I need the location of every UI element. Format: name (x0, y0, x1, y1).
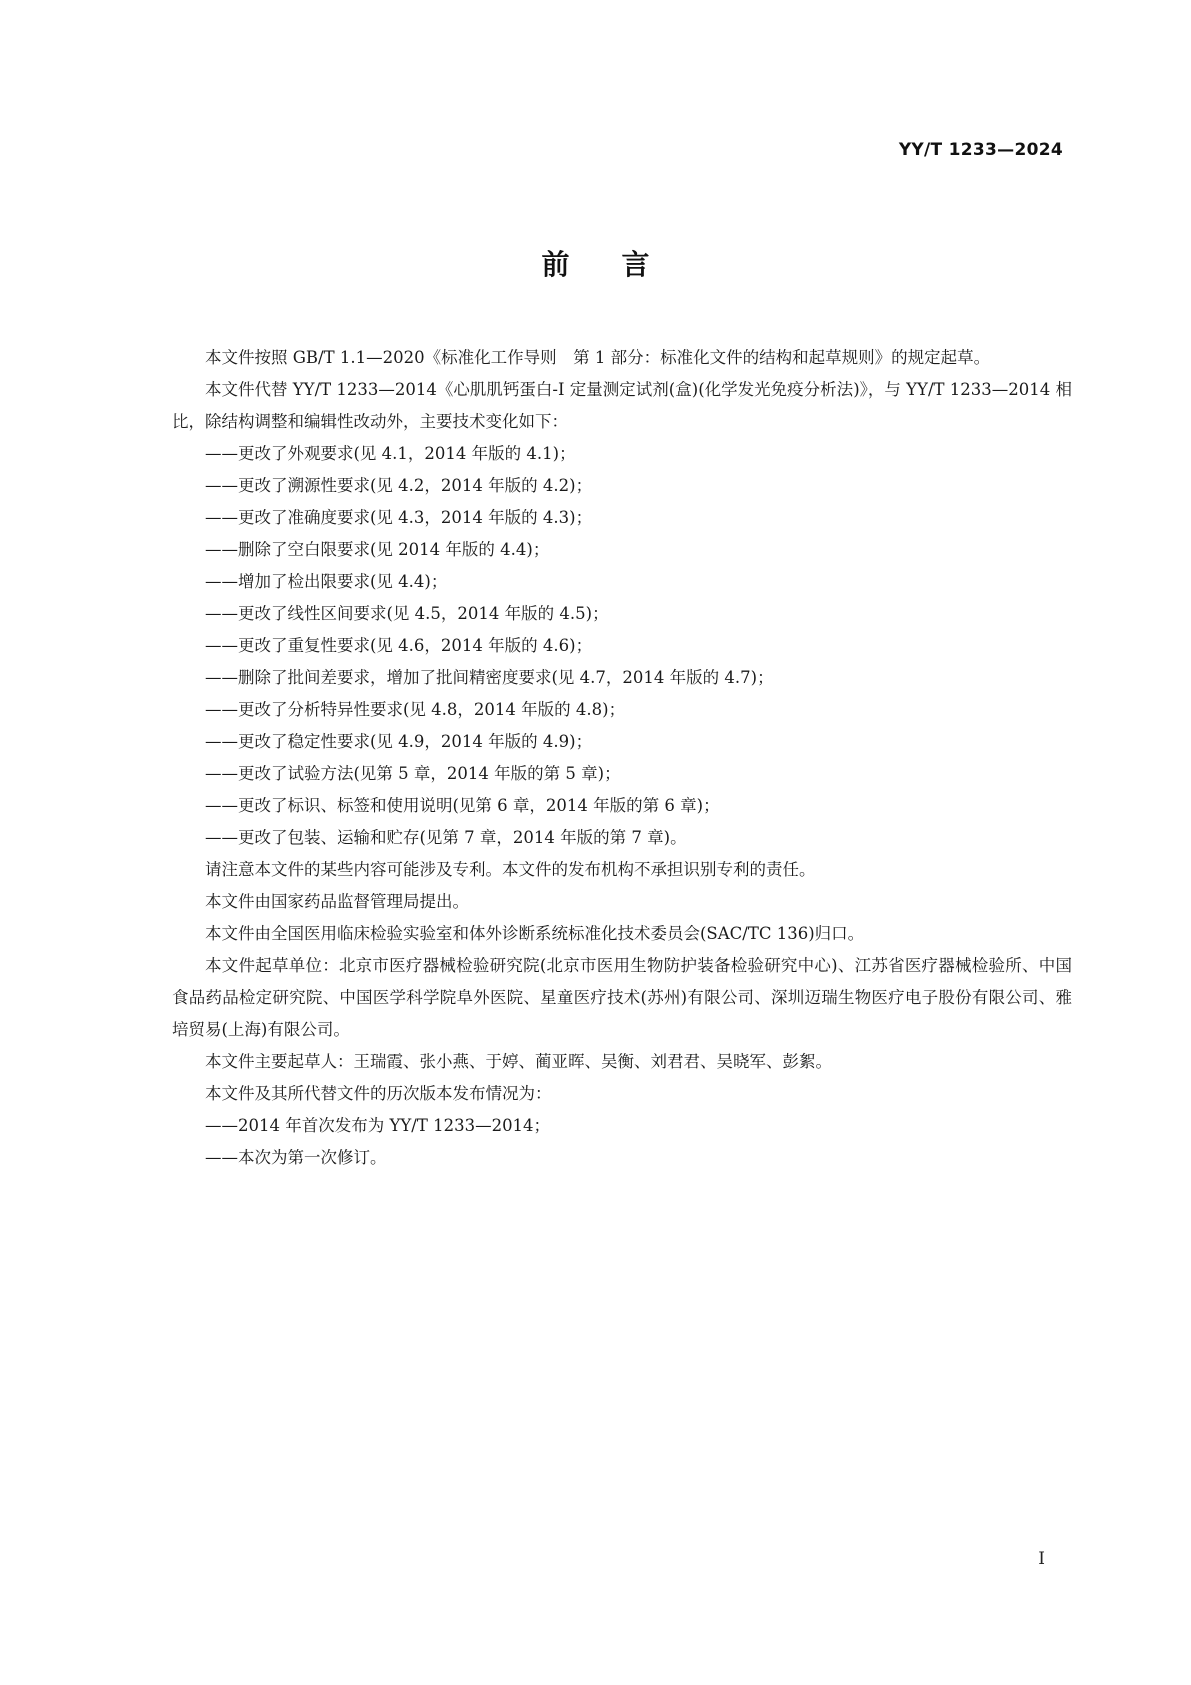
change-item: ——更改了试验方法(见第 5 章，2014 年版的第 5 章)； (205, 764, 621, 783)
change-item: ——更改了线性区间要求(见 4.5，2014 年版的 4.5)； (205, 604, 609, 623)
paragraph-replacement: 本文件代替 YY/T 1233—2014《心肌肌钙蛋白-I 定量测定试剂(盒)(化学发光免疫分析法)》，与 YY/T 1233—2014 相比，除结构调整和编辑性改动外，主要技术变化如下： (172, 380, 1072, 431)
paragraph-patent-notice: 请注意本文件的某些内容可能涉及专利。本文件的发布机构不承担识别专利的责任。 (205, 860, 816, 879)
page-title: 前言 (541, 248, 702, 281)
paragraph-drafting-units: 本文件起草单位：北京市医疗器械检验研究院(北京市医用生物防护装备检验研究中心)、江苏省医疗器械检验所、中国食品药品检定研究院、中国医学科学院阜外医院、星童医疗技术(苏州)有限公司、深圳迈瑞生物医疗电子股份有限公司、雅培贸易(上海)有限公司。 (172, 956, 1072, 1039)
paragraph-drafting-rules: 本文件按照 GB/T 1.1—2020《标准化工作导则 第 1 部分：标准化文件的结构和起草规则》的规定起草。 (205, 348, 991, 367)
change-item: ——增加了检出限要求(见 4.4)； (205, 572, 448, 591)
page-number: I (1038, 1549, 1045, 1569)
change-item: ——更改了准确度要求(见 4.3，2014 年版的 4.3)； (205, 508, 593, 527)
history-item: ——本次为第一次修订。 (205, 1148, 387, 1167)
change-item: ——删除了批间差要求，增加了批间精密度要求(见 4.7，2014 年版的 4.7)； (205, 668, 774, 687)
change-item: ——删除了空白限要求(见 2014 年版的 4.4)； (205, 540, 550, 559)
change-item: ——更改了重复性要求(见 4.6，2014 年版的 4.6)； (205, 636, 593, 655)
change-item: ——更改了稳定性要求(见 4.9，2014 年版的 4.9)； (205, 732, 593, 751)
paragraph-proposer: 本文件由国家药品监督管理局提出。 (205, 892, 469, 911)
change-item: ——更改了包装、运输和贮存(见第 7 章，2014 年版的第 7 章)。 (205, 828, 687, 847)
paragraph-drafters: 本文件主要起草人：王瑞霞、张小燕、于婷、蔺亚晖、吴衡、刘君君、吴晓军、彭絮。 (205, 1052, 832, 1071)
change-item: ——更改了标识、标签和使用说明(见第 6 章，2014 年版的第 6 章)； (205, 796, 720, 815)
change-item: ——更改了分析特异性要求(见 4.8，2014 年版的 4.8)； (205, 700, 626, 719)
change-item: ——更改了外观要求(见 4.1，2014 年版的 4.1)； (205, 444, 576, 463)
document-number: YY/T 1233—2024 (898, 140, 1063, 160)
paragraph-technical-committee: 本文件由全国医用临床检验实验室和体外诊断系统标准化技术委员会(SAC/TC 136)归口。 (205, 924, 865, 943)
foreword-body (172, 342, 1072, 1174)
paragraph-history-intro: 本文件及其所代替文件的历次版本发布情况为： (205, 1084, 552, 1103)
change-item: ——更改了溯源性要求(见 4.2，2014 年版的 4.2)； (205, 476, 593, 495)
history-item: ——2014 年首次发布为 YY/T 1233—2014； (205, 1116, 551, 1135)
